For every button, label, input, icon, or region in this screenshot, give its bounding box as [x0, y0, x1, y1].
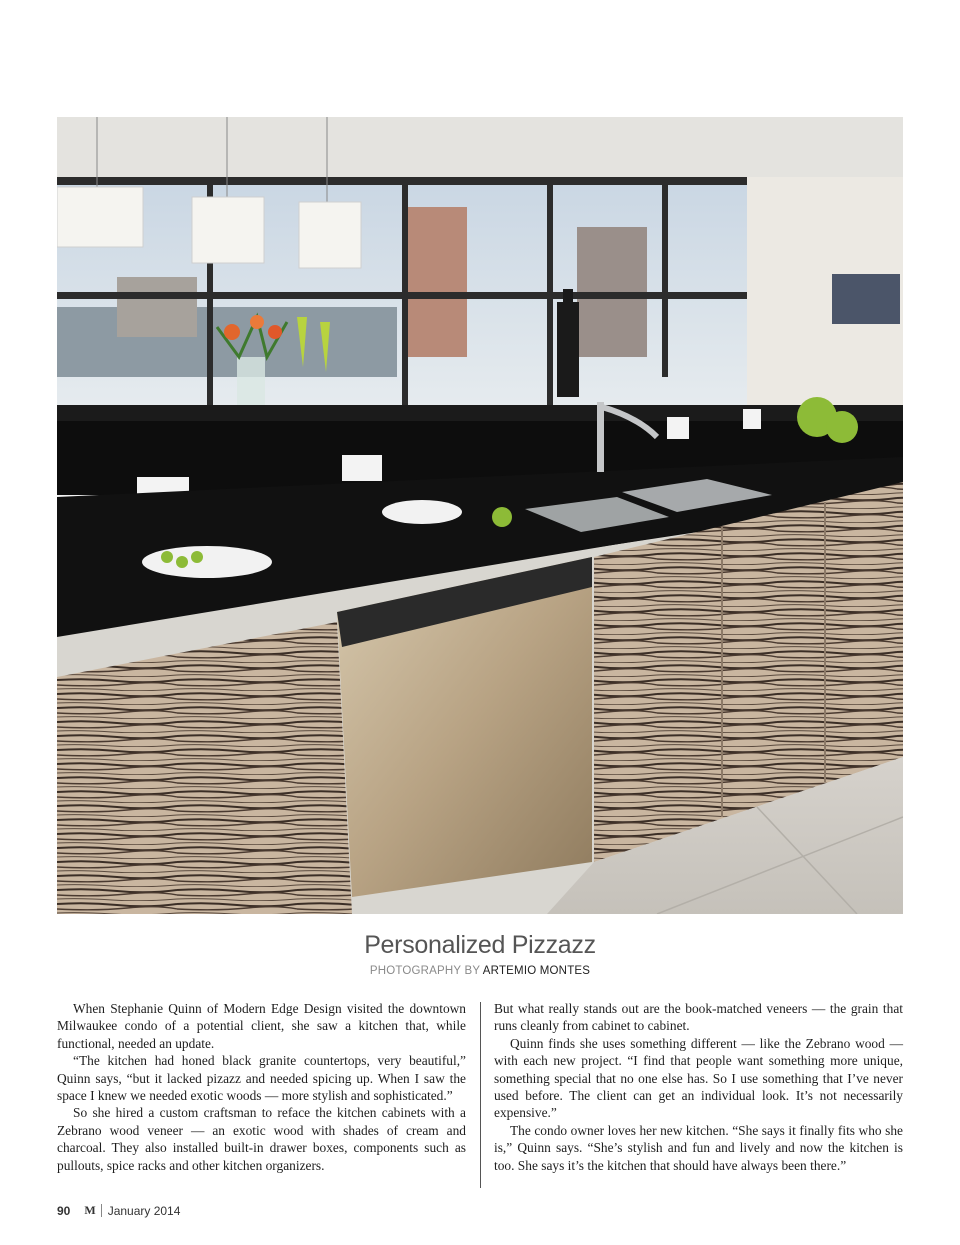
footer-divider	[101, 1204, 102, 1217]
paragraph: “The kitchen had honed black granite countertops, very beautiful,” Quinn says, “but it lacked pizazz and needed spicing up. When I saw the space I knew we needed exotic woods — more stylish and sophisticated.”	[57, 1053, 466, 1104]
paragraph: When Stephanie Quinn of Modern Edge Design visited the downtown Milwaukee condo of a potential client, she saw a kitchen that, while functional, needed an update.	[57, 1001, 466, 1051]
paragraph: But what really stands out are the book-matched veneers — the grain that runs cleanly from cabinet to cabinet.	[494, 1001, 903, 1034]
paragraph: The condo owner loves her new kitchen. “She says it finally fits who she is,” Quinn says. “She’s stylish and fun and lively and now the kitchen is too. She says it’s the kitchen that should have always been there.”	[494, 1122, 903, 1173]
article-column-right	[494, 1000, 903, 1174]
article-column-left	[57, 1000, 466, 1174]
column-divider	[480, 1002, 481, 1188]
photo-credit	[0, 965, 960, 977]
paragraph: So she hired a custom craftsman to reface the kitchen cabinets with a Zebrano wood veneer — an exotic wood with shades of cream and charcoal. They also installed built-in drawer boxes, components such as pullouts, spice racks and other kitchen organizers.	[57, 1105, 466, 1173]
photographer-name: ARTEMIO MONTES	[482, 965, 591, 977]
page-footer	[57, 1203, 180, 1218]
issue-date: January 2014	[107, 1203, 181, 1218]
page-number: 90	[57, 1203, 71, 1218]
kitchen-photo	[57, 117, 903, 914]
credit-label: PHOTOGRAPHY BY	[369, 965, 481, 977]
paragraph: Quinn finds she uses something different — like the Zebrano wood — with each new project. “I find that people want something more unique, something special that no one else has. So I use something that I’ve never used before. The client can get an individual look. It’s not necessarily expensive.”	[494, 1035, 903, 1121]
magazine-logo: M	[84, 1203, 96, 1217]
article-headline: Personalized Pizzazz	[364, 931, 596, 959]
